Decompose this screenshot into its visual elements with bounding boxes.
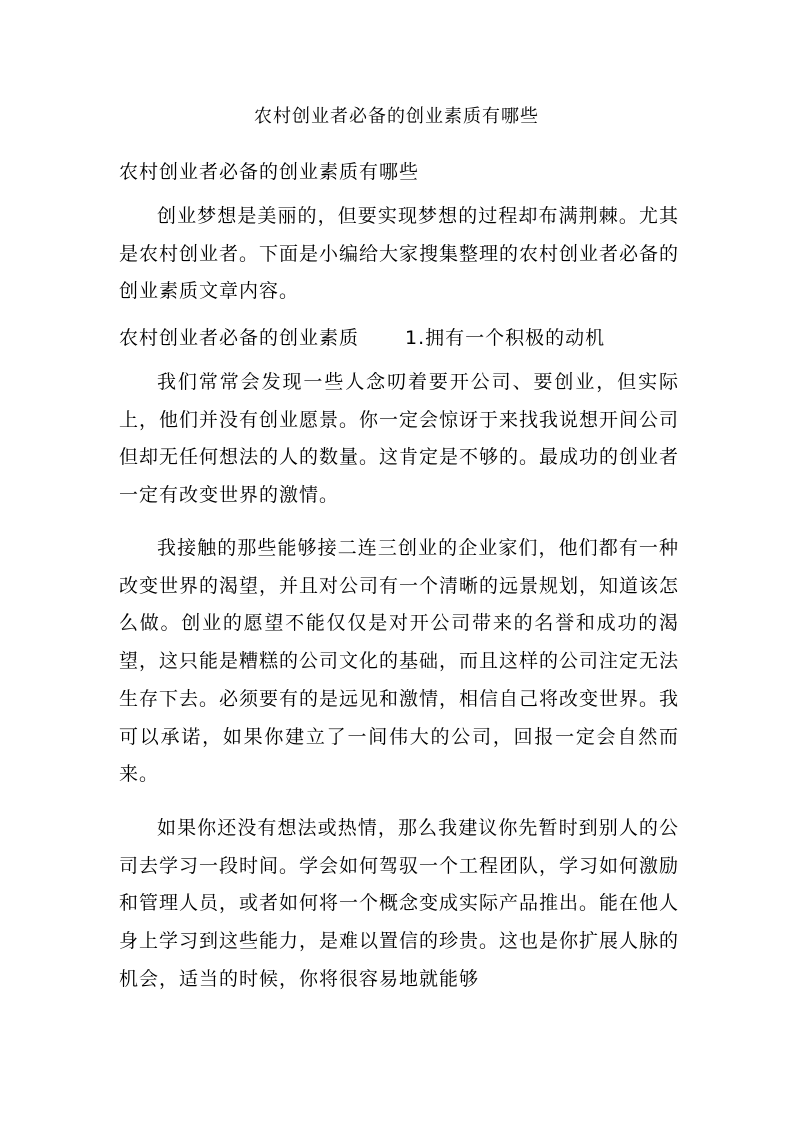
section-point: 1.拥有一个积极的动机 [405,327,606,349]
body-paragraph: 如果你还没有想法或热情，那么我建议你先暂时到别人的公司去学习一段时间。学会如何驾驭一个工程团队，学习如何激励和管理人员，或者如何将一个概念变成实际产品推出。能在他人身上学习到这些能力，是难以置信的珍贵。这也是你扩展人脉的机会，适当的时候，你将很容易地就能够 [119,817,680,990]
body-paragraph: 我接触的那些能够接二连三创业的企业家们，他们都有一种改变世界的渴望，并且对公司有一个清晰的远景规划，知道该怎么做。创业的愿望不能仅仅是对开公司带来的名誉和成功的渴望，这只能是糟糕的公司文化的基础，而且这样的公司注定无法生存下去。必须要有的是远见和激情，相信自己将改变世界。我可以承诺，如果你建立了一间伟大的公司，回报一定会自然而来。 [119,537,680,786]
section-heading [119,325,605,351]
document-subtitle: 农村创业者必备的创业素质有哪些 [119,161,420,183]
document-title: 农村创业者必备的创业素质有哪些 [254,106,539,127]
section-heading-text: 农村创业者必备的创业素质 [119,327,360,349]
intro-paragraph: 创业梦想是美丽的，但要实现梦想的过程却布满荆棘。尤其是农村创业者。下面是小编给大家搜集整理的农村创业者必备的创业素质文章内容。 [119,205,680,303]
body-paragraph: 我们常常会发现一些人念叨着要开公司、要创业，但实际上，他们并没有创业愿景。你一定会惊讶于来找我说想开间公司但却无任何想法的人的数量。这肯定是不够的。最成功的创业者一定有改变世界的激情。 [119,371,680,507]
